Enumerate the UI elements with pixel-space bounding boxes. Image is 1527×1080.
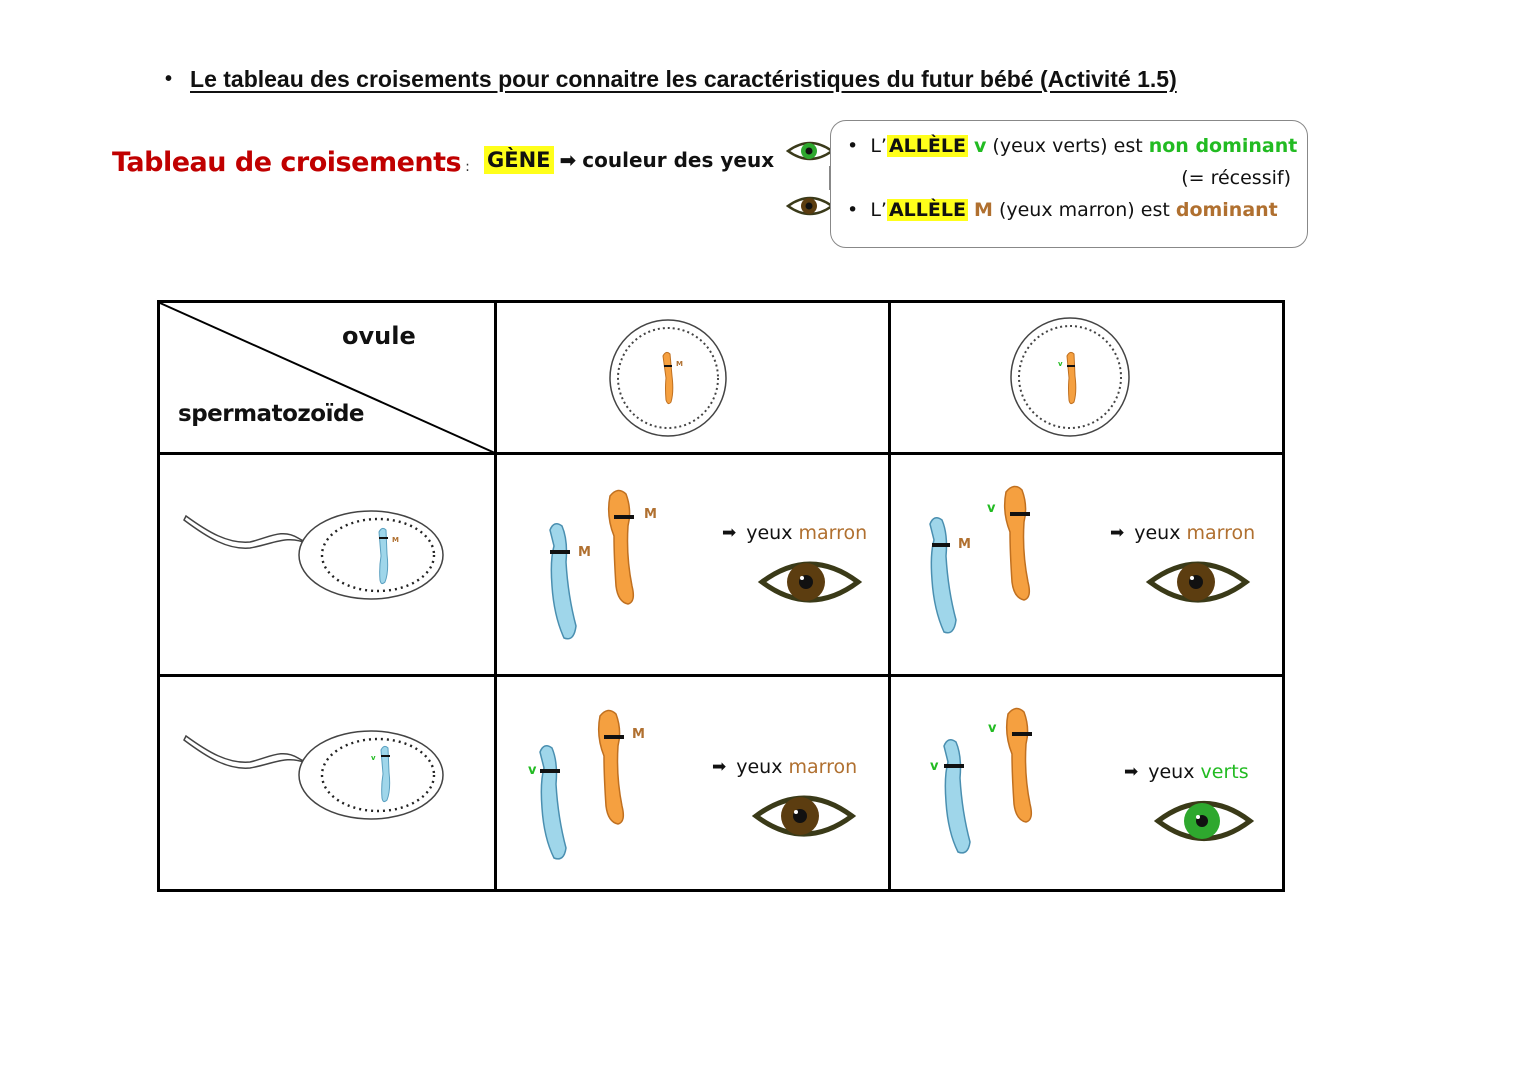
allele-label: v: [988, 721, 997, 736]
result-text: yeux marron: [1134, 522, 1256, 544]
chromosome-pair: [526, 706, 666, 866]
legend-prefix: L’: [870, 199, 887, 221]
green-eye-icon: [786, 137, 834, 165]
header-ovule: ovule: [342, 322, 416, 350]
chromosome-orange: [609, 490, 634, 604]
page-heading: [165, 66, 1177, 93]
arrow-icon: ➡: [722, 523, 737, 543]
legend-desc: (yeux marron) est: [998, 199, 1170, 221]
allele-label: M: [632, 727, 645, 742]
legend-allele-M: M: [973, 199, 993, 221]
sperm-allele: v: [371, 754, 376, 762]
heading-bullet: •: [165, 68, 173, 90]
allele-label: M: [578, 545, 591, 560]
result-text: yeux verts: [1148, 761, 1249, 783]
ovule-allele: v: [1058, 360, 1063, 368]
result-text: yeux marron: [736, 756, 858, 778]
legend-prefix: L’: [870, 135, 887, 157]
table-title: [112, 147, 469, 178]
chromosome-orange: [1007, 708, 1032, 822]
gene-description: couleur des yeux: [582, 148, 775, 172]
legend-status: dominant: [1175, 199, 1278, 221]
header-sperm: spermatozoïde: [178, 401, 365, 427]
legend-allele-v: v: [973, 135, 987, 157]
legend-line-recessif: (= récessif): [1181, 167, 1291, 189]
result-text: yeux marron: [746, 522, 868, 544]
brown-eye-icon: [1148, 556, 1248, 608]
allele-label: M: [958, 537, 971, 552]
result-label: [722, 522, 867, 544]
chromosome-blue: [550, 524, 576, 639]
chromosome-pair: [540, 486, 680, 646]
result-label: [1110, 522, 1255, 544]
chromosome-orange: [1005, 486, 1030, 600]
chromosome-blue: [540, 746, 566, 859]
brown-eye-icon: [760, 556, 860, 608]
header-diagonal: [157, 300, 497, 455]
legend-allele-word: ALLÈLE: [888, 199, 966, 221]
brown-eye-icon: [754, 790, 854, 842]
legend-desc: (yeux verts) est: [992, 135, 1143, 157]
legend-bullet: •: [847, 199, 859, 221]
arrow-icon: ➡: [1124, 762, 1139, 782]
chromosome-blue: [944, 740, 970, 853]
legend-line-dominant: [847, 199, 1278, 221]
allele-label: v: [930, 759, 939, 774]
sperm-allele: M: [392, 536, 399, 544]
allele-label: M: [644, 507, 657, 522]
legend-status: non dominant: [1148, 135, 1298, 157]
ovule-allele: M: [676, 360, 683, 368]
legend-allele-word: ALLÈLE: [888, 135, 966, 157]
heading-text: Le tableau des croisements pour connaitre les caractéristiques du futur bébé (Activité 1.5): [190, 66, 1177, 92]
green-eye-icon: [1156, 796, 1252, 846]
ovule-v: [1008, 314, 1132, 440]
allele-legend: [830, 120, 1308, 248]
result-label: [1124, 761, 1249, 783]
legend-line-recessive: [847, 135, 1297, 157]
gene-label: [484, 146, 774, 174]
table-title-text: Tableau de croisements: [112, 147, 462, 178]
chromosome-pair: [928, 484, 1068, 644]
sperm-M: [178, 508, 448, 604]
chromosome-pair: [926, 704, 1066, 864]
allele-label: v: [528, 763, 537, 778]
chromosome-orange: [599, 710, 624, 824]
arrow-icon: ➡: [712, 757, 727, 777]
ovule-M: [608, 316, 730, 440]
legend-bullet: •: [847, 135, 859, 157]
gene-word: GÈNE: [484, 146, 554, 174]
arrow-icon: ➡: [559, 148, 577, 172]
chromosome-blue: [930, 518, 956, 633]
allele-label: v: [987, 501, 996, 516]
arrow-icon: ➡: [1110, 523, 1125, 543]
result-label: [712, 756, 857, 778]
sperm-v: [178, 728, 448, 824]
table-title-colon: :: [465, 159, 470, 175]
table-divider: [888, 300, 891, 892]
table-divider: [157, 674, 1285, 677]
brown-eye-icon: [786, 192, 834, 220]
